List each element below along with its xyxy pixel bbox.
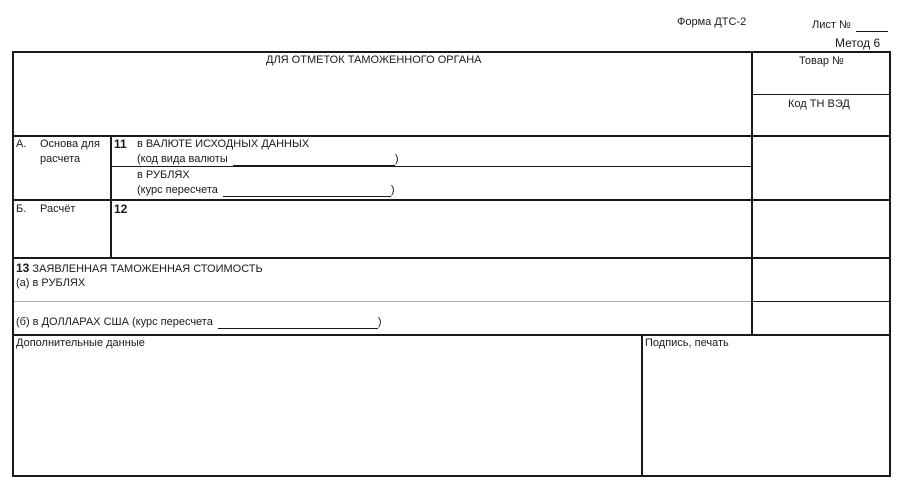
method-label: Метод 6 <box>835 36 881 50</box>
row-line-13-right <box>752 301 890 302</box>
row-line-12 <box>12 199 891 201</box>
frame-left <box>12 51 14 476</box>
frame-bottom <box>12 475 891 477</box>
row-line-bottom <box>12 334 891 336</box>
field-13-number: 13 <box>16 261 30 275</box>
row-line-11 <box>12 135 891 137</box>
signature-label: Подпись, печать <box>645 337 729 349</box>
item-no-divider <box>752 94 890 95</box>
section-a-label-line1: Основа для <box>40 138 100 150</box>
field-12-number: 12 <box>114 202 128 216</box>
signature-divider <box>641 334 643 476</box>
declared-value-rub: (а) в РУБЛЯХ <box>16 277 86 289</box>
rate-input[interactable] <box>223 186 391 197</box>
rub-title: в РУБЛЯХ <box>137 169 190 181</box>
frame-top <box>12 51 891 53</box>
field-13-title: ЗАЯВЛЕННАЯ ТАМОЖЕННАЯ СТОИМОСТЬ <box>32 263 263 275</box>
currency-code-line: (код вида валюты ) <box>137 153 399 165</box>
rate-line: (курс пересчета ) <box>137 184 395 196</box>
usd-rate-input[interactable] <box>218 318 378 329</box>
field-13-heading <box>16 262 263 276</box>
row-line-13-faint <box>12 301 752 302</box>
tn-ved-code-label: Код ТН ВЭД <box>788 98 850 110</box>
row-line-13 <box>12 257 891 259</box>
item-no-label: Товар № <box>799 55 844 67</box>
declared-value-usd-line: (б) в ДОЛЛАРАХ США (курс пересчета ) <box>16 316 382 328</box>
sheet-number-label: Лист № <box>812 19 888 32</box>
row-line-11-rub <box>112 166 752 167</box>
field-11-number: 11 <box>114 137 127 151</box>
frame-right <box>889 51 891 476</box>
section-b-label: Расчёт <box>40 203 76 215</box>
section-b-letter: Б. <box>16 203 27 215</box>
sheet-number-blank <box>856 21 888 32</box>
additional-data-label: Дополнительные данные <box>16 337 145 349</box>
currency-code-input[interactable] <box>233 155 395 166</box>
form-name: Форма ДТС-2 <box>677 16 747 28</box>
section-a-letter: А. <box>16 138 27 150</box>
currency-title: в ВАЛЮТЕ ИСХОДНЫХ ДАННЫХ <box>137 138 310 150</box>
section-a-label-line2: расчета <box>40 153 81 165</box>
customs-marks-title: ДЛЯ ОТМЕТОК ТАМОЖЕННОГО ОРГАНА <box>266 54 482 66</box>
label-column-divider <box>110 135 112 258</box>
